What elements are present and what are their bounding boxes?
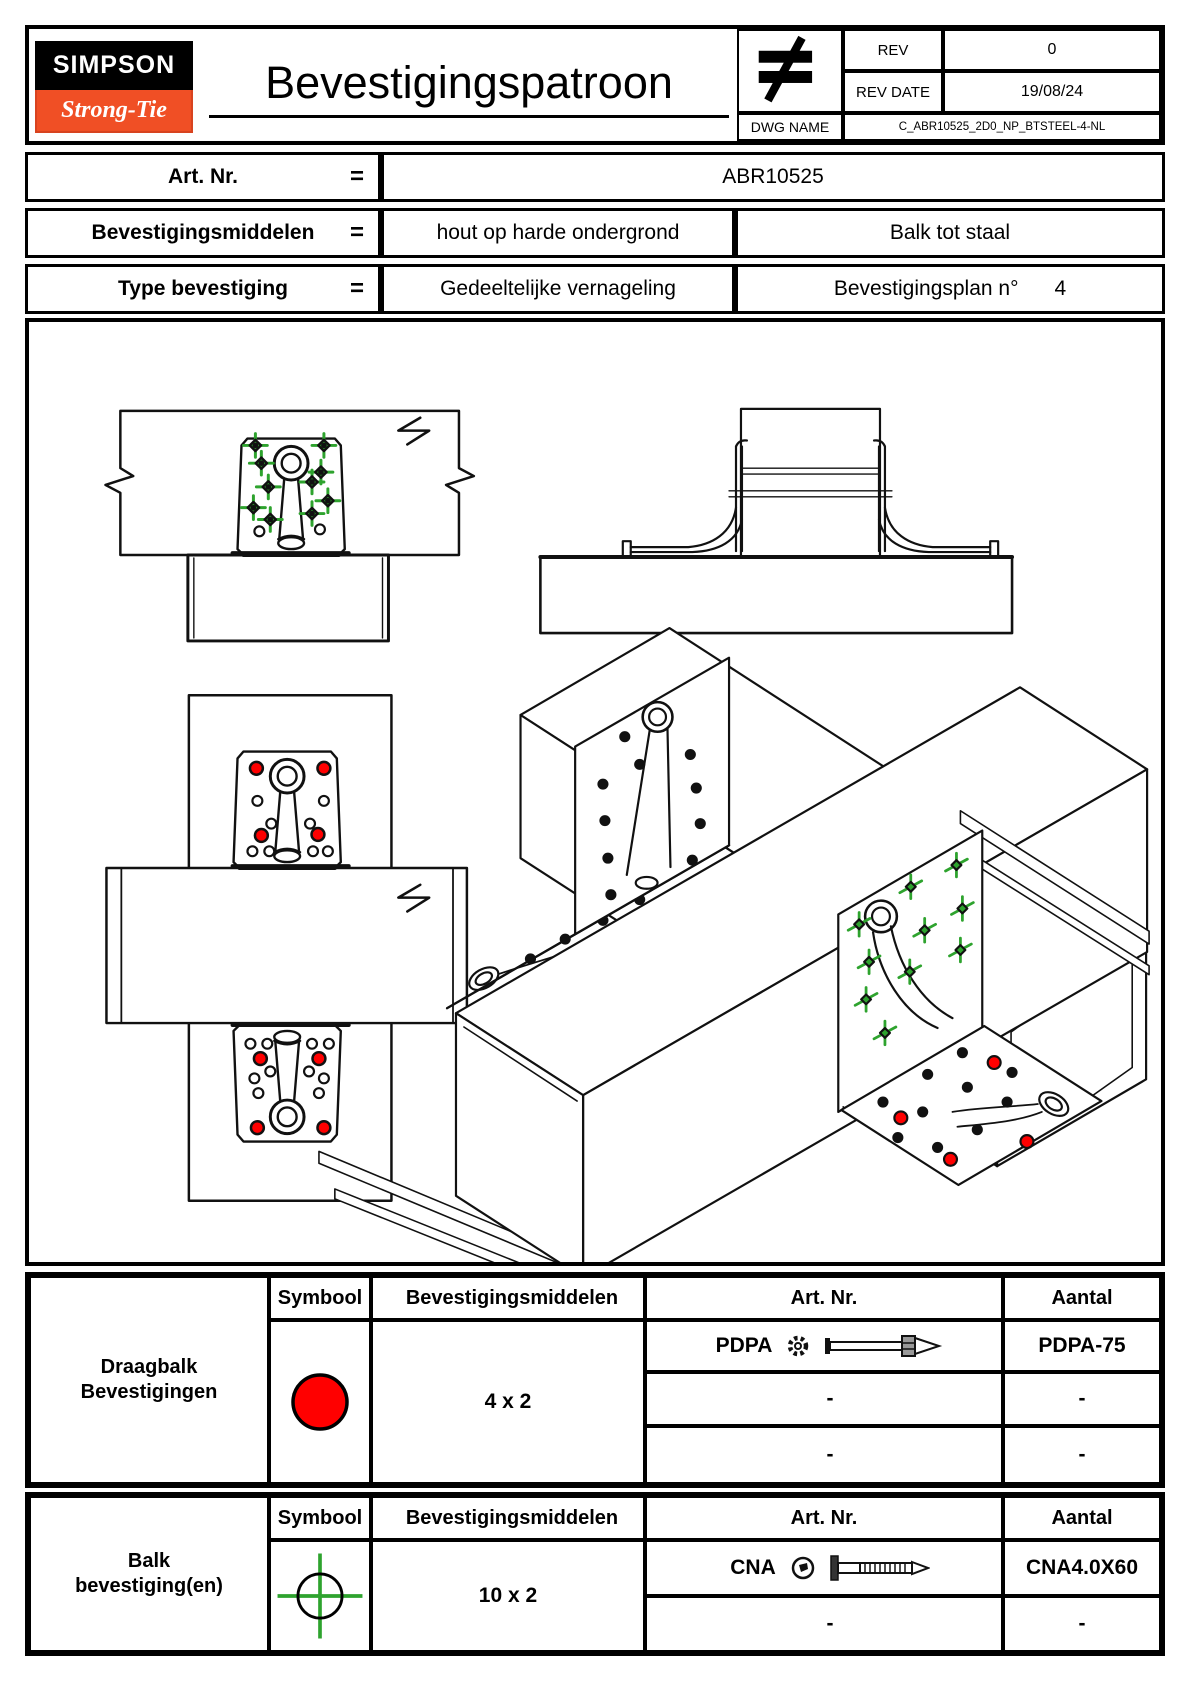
header-aantal: Aantal bbox=[1003, 1496, 1161, 1540]
type-label: Type bevestiging bbox=[118, 277, 288, 300]
fastener-name-cell: CNA bbox=[645, 1540, 1003, 1596]
fasteners-label-cell bbox=[25, 208, 381, 258]
fastener-name-cell: PDPA bbox=[645, 1320, 1003, 1372]
aantal-value: 10 x 2 bbox=[371, 1540, 645, 1652]
artnr-value: ABR10525 bbox=[381, 152, 1165, 202]
aantal-value: 4 x 2 bbox=[371, 1320, 645, 1484]
artnr-cell: - bbox=[1003, 1372, 1161, 1426]
fasteners-value-left: hout op harde ondergrond bbox=[381, 208, 735, 258]
green-crosshair-symbol bbox=[269, 1540, 371, 1652]
rev-label: REV bbox=[843, 29, 943, 71]
artnr-cell: PDPA-75 bbox=[1003, 1320, 1161, 1372]
artnr-cell: - bbox=[1003, 1596, 1161, 1652]
equals-sign: = bbox=[349, 219, 364, 246]
dwg-name-value: C_ABR10525_2D0_NP_BTSTEEL-4-NL bbox=[843, 113, 1161, 141]
artnr-cell: - bbox=[1003, 1426, 1161, 1484]
header-aantal: Aantal bbox=[1003, 1276, 1161, 1320]
title-block bbox=[25, 25, 1165, 145]
drawing-area bbox=[25, 318, 1165, 1266]
fasteners-value-right: Balk tot staal bbox=[735, 208, 1165, 258]
draagbalk-fastener-table bbox=[25, 1272, 1165, 1488]
type-value: Gedeeltelijke vernageling bbox=[381, 264, 735, 314]
fastener-name-cell: - bbox=[645, 1596, 1003, 1652]
plan-value: 4 bbox=[1054, 277, 1067, 300]
artnr-label: Art. Nr. bbox=[167, 165, 238, 188]
info-row-type bbox=[25, 264, 1165, 314]
plan-number-cell bbox=[735, 264, 1165, 314]
type-label-cell bbox=[25, 264, 381, 314]
pdpa-pin-head-icon bbox=[786, 1334, 810, 1358]
info-row-fasteners bbox=[25, 208, 1165, 258]
cna-nail-head-icon bbox=[790, 1555, 816, 1581]
balk-fastener-table bbox=[25, 1492, 1165, 1656]
header-symbool: Symbool bbox=[269, 1496, 371, 1540]
rev-value: 0 bbox=[943, 29, 1161, 71]
fastener-name-cell: - bbox=[645, 1426, 1003, 1484]
plan-view-drawing bbox=[106, 695, 466, 1201]
header-artnr: Art. Nr. bbox=[645, 1276, 1003, 1320]
rev-date-label: REV DATE bbox=[843, 71, 943, 113]
fastener-name-cell: - bbox=[645, 1372, 1003, 1426]
simpson-strongtie-logo bbox=[35, 41, 193, 133]
cna-nail-icon bbox=[830, 1555, 930, 1581]
dwg-name-label: DWG NAME bbox=[737, 113, 843, 141]
front-view-drawing bbox=[105, 411, 473, 641]
draagbalk-group-label: Draagbalk Bevestigingen bbox=[29, 1276, 269, 1484]
plan-label: Bevestigingsplan n° bbox=[833, 277, 1019, 300]
fasteners-label: Bevestigingsmiddelen bbox=[91, 221, 315, 244]
header-symbool: Symbool bbox=[269, 1276, 371, 1320]
header-middelen: Bevestigingsmiddelen bbox=[371, 1276, 645, 1320]
artnr-label-cell bbox=[25, 152, 381, 202]
logo-strongtie-text: Strong-Tie bbox=[35, 90, 193, 133]
header-middelen: Bevestigingsmiddelen bbox=[371, 1496, 645, 1540]
info-row-artnr bbox=[25, 152, 1165, 202]
balk-group-label: Balk bevestiging(en) bbox=[29, 1496, 269, 1652]
equals-sign: = bbox=[349, 275, 364, 302]
pdpa-pin-icon bbox=[824, 1333, 944, 1359]
logo-simpson-text: SIMPSON bbox=[35, 41, 193, 90]
page-title: Bevestigingspatroon bbox=[209, 57, 729, 118]
header-artnr: Art. Nr. bbox=[645, 1496, 1003, 1540]
revision-table bbox=[737, 29, 1161, 141]
artnr-cell: CNA4.0X60 bbox=[1003, 1540, 1161, 1596]
red-circle-symbol bbox=[269, 1320, 371, 1484]
projection-symbol-icon bbox=[737, 29, 843, 113]
rev-date-value: 19/08/24 bbox=[943, 71, 1161, 113]
side-view-drawing bbox=[540, 409, 1012, 633]
equals-sign: = bbox=[349, 163, 364, 190]
